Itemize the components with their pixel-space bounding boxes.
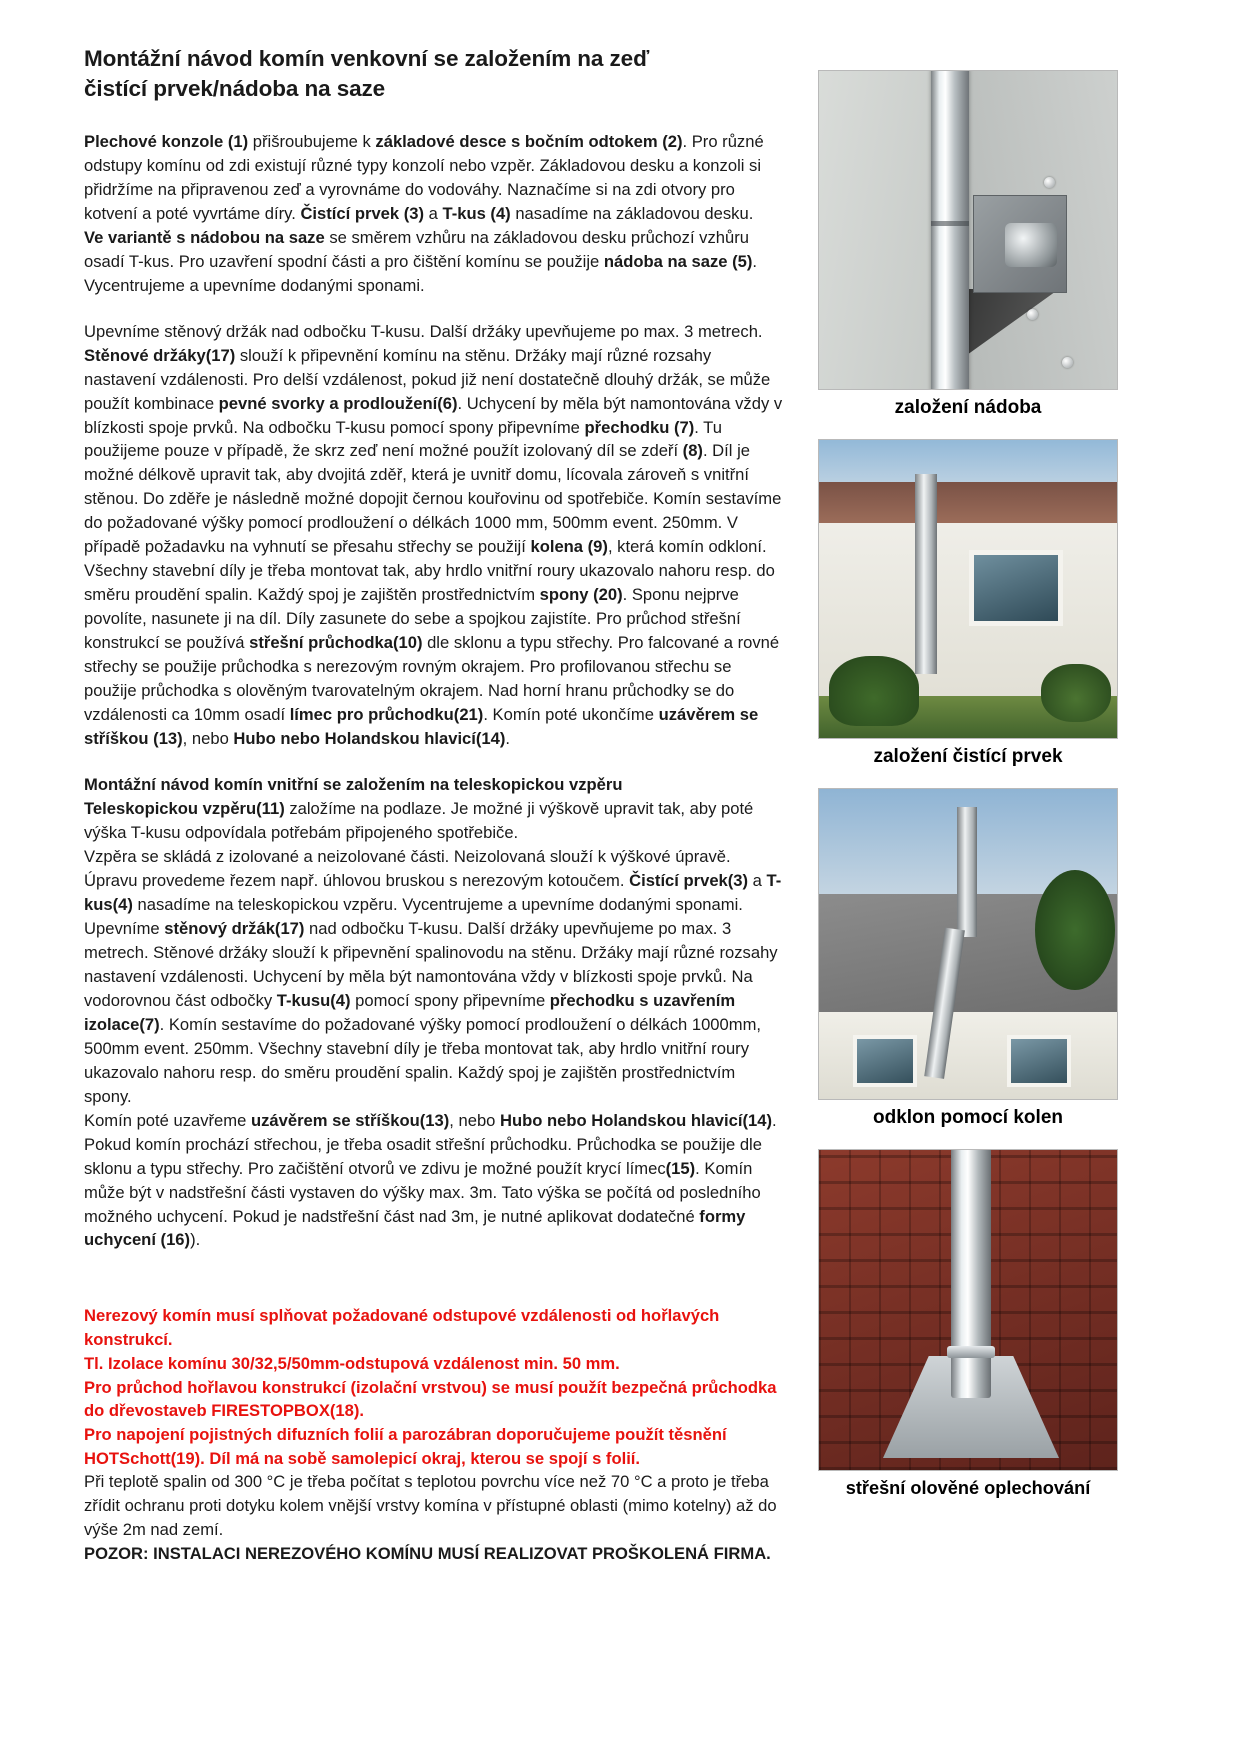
figure-4-caption: střešní olověné oplechování xyxy=(845,1478,1091,1498)
p3-bold-7: střešní průchodka(10) xyxy=(249,633,423,653)
p3-bold-6: spony (20) xyxy=(539,585,623,605)
p3-text-10: , nebo xyxy=(182,729,234,749)
p4-text-1: založíme na podlaze. Je možné ji výškově upravit tak, aby poté výška T-kusu odpovídala potřebám připojeného spotřebiče. xyxy=(84,799,754,842)
section-1 xyxy=(84,130,784,298)
p5-text-5: pomocí spony připevníme xyxy=(350,990,550,1010)
warning-section xyxy=(84,1304,784,1565)
p1-text-3: a xyxy=(424,203,443,223)
p1-text-1: přišroubujeme k xyxy=(248,131,376,151)
p3-text-8: dle sklonu a typu střechy. Pro falcované a rovné střechy se použije průchodka s nerezovým rovným okrajem. Pro profilovanou střechu se použije průchodka s olověným tvarovatelným okrajem. Nad horní hranu průchodky se do vzdálenosti ca 10mm osadí xyxy=(84,633,780,725)
p3-bold-1: Stěnové držáky(17) xyxy=(84,345,236,365)
p5-bold-4: T-kusu(4) xyxy=(276,990,351,1010)
warning-line-6-text: POZOR: INSTALACI NEREZOVÉHO KOMÍNU MUSÍ REALIZOVAT PROŠKOLENÁ FIRMA. xyxy=(84,1543,771,1563)
p5-bold-3: stěnový držák(17) xyxy=(164,918,305,938)
p5-text-2: a xyxy=(748,870,767,890)
paragraph-3 xyxy=(84,320,784,751)
p3-text-9: . Komín poté ukončíme xyxy=(483,705,659,725)
figure-2-caption: založení čistící prvek xyxy=(873,746,1063,767)
p3-bold-9: uzávěrem se stříškou (13) xyxy=(84,705,759,749)
p1-bold-1: Plechové konzole (1) xyxy=(84,131,249,151)
page-title-line2: čistící prvek/nádoba na saze xyxy=(84,75,386,101)
text-column xyxy=(84,44,784,1734)
p2-bold-1: Ve variantě s nádobou na saze xyxy=(84,227,325,247)
figure-column xyxy=(818,44,1118,1734)
paragraph-4 xyxy=(84,797,784,845)
p5-text-3: nasadíme na teleskopickou vzpěru. Vycentrujeme a upevníme dodanými sponami. Upevníme xyxy=(84,894,743,938)
roof-lead-flashing-photo xyxy=(818,1149,1118,1471)
p3-text-3: . Uchycení by měla být namontována vždy v blízkosti spoje prvků. Na odbočku T-kusu pomocí spony připevníme xyxy=(84,393,783,437)
p3-text-2: slouží k připevnění komínu na stěnu. Držáky mají různé rozsahy nastavení vzdálenosti. Pro delší vzdálenost, pokud již není dostatečně dlouhý držák, se může použít kombinace xyxy=(84,345,771,413)
p5-bold-1: Čistící prvek(3) xyxy=(629,870,749,890)
section-3 xyxy=(84,773,784,1252)
p3-text-5: . Díl je možné délkově upravit tak, aby dvojitá zděř, která je uvnitř domu, lícovala zároveň s vnitřní stěnou. Do zděře je následně možné dopojit černou kouřovinu od spotřebiče. Komín sestavíme do požadované výšky pomocí prodloužení o délkách 1000 mm, 500mm event. 250mm. V případě požadavku na vyhnutí se přesahu střechy se použijí xyxy=(84,441,782,557)
figure-1-caption: založení nádoba xyxy=(894,397,1042,418)
p3-text-7: . Sponu nejprve povolíte, nasunete ji na díl. Díly zasunete do sebe a spojkou zajistíte. Pro průchod střešní konstrukcí se používá xyxy=(84,585,741,653)
section-3-heading xyxy=(84,773,784,797)
p2-text-2: . Vycentrujeme a upevníme dodanými sponami. xyxy=(84,251,757,295)
p2-bold-2: nádoba na saze (5) xyxy=(603,251,753,271)
p6-text-3: . Pokud komín prochází střechou, je třeba osadit střešní průchodku. Průchodka se použije dle sklonu a typu střechy. Pro začištění otvorů ve zdivu je možné použít krycí límec xyxy=(84,1110,777,1178)
p6-text-4: . Komín může být v nadstřešní části vystaven do výšky max. 3m. Tato výška se počítá od posledního možného uchycení. Pokud je nadstřešní část nad 3m, je nutné aplikovat dodatečné xyxy=(84,1158,761,1226)
warning-line-4: Pro napojení pojistných difuzních folií a parozábran doporučujeme použít těsnění HOTSchott(19). Díl má na sobě samolepicí okraj, kterou se spojí s folií. xyxy=(84,1425,727,1468)
figure-2 xyxy=(818,439,1118,782)
warning-line-2: Tl. Izolace komínu 30/32,5/50mm-odstupová vzdálenost min. 50 mm. xyxy=(84,1353,620,1373)
p3-bold-10: Hubo nebo Holandskou hlavicí(14) xyxy=(233,729,506,749)
p5-text-1: Vzpěra se skládá z izolované a neizolované části. Neizolovaná slouží k výškové úpravě. Úpravu provedeme řezem např. úhlovou bruskou s nerezovým kotoučem. xyxy=(84,846,731,890)
p1-bold-2: základové desce s bočním odtokem (2) xyxy=(375,131,683,151)
page-title-line1: Montážní návod komín venkovní se založením na zeď xyxy=(84,46,650,71)
figure-1 xyxy=(818,70,1118,433)
p1-bold-4: T-kus (4) xyxy=(442,203,511,223)
figure-4 xyxy=(818,1149,1118,1513)
p3-text-11: . xyxy=(505,729,511,749)
p3-text-4: . Tu použijeme pouze v případě, že skrz zeď není možné použít izolovaný díl se zdeří xyxy=(84,417,722,461)
warning-line-5: Při teplotě spalin od 300 °C je třeba počítat s teplotou povrchu více než 70 °C a proto je třeba zřídit ochranu proti dotyku kolem vnější vrstvy komína v přístupné oblasti (mimo kotelny) až do výše 2m nad zemí. xyxy=(84,1472,777,1539)
warning-line-3: Pro průchod hořlavou konstrukcí (izolační vrstvou) se musí použít bezpečná průchodka do dřevostaveb FIRESTOPBOX(18). xyxy=(84,1377,777,1421)
p1-text-4: nasadíme na základovou desku. xyxy=(510,203,754,223)
p4-bold-1: Teleskopickou vzpěru(11) xyxy=(84,799,285,819)
p3-bold-5: kolena (9) xyxy=(530,537,608,557)
p5-text-6: . Komín sestavíme do požadované výšky pomocí prodloužení o délkách 1000mm, 500mm event. 250mm. Všechny stavební díly je třeba montovat tak, aby hrdlo vnitřní roury ukazovalo nahoru resp. do směru proudění spalin. Každý spoj je zajištěn prostřednictvím spony. xyxy=(84,1014,762,1106)
p1-bold-3: Čistící prvek (3) xyxy=(300,203,425,223)
p5-text-4: nad odbočku T-kusu. Další držáky upevňujeme po max. 3 metrech. Stěnové držáky slouží k připevnění spalinovodu na stěnu. Držáky mají různé rozsahy nastavení vzdálenosti. Uchycení by měla být namontována vždy v blízkosti spoje prvků. Na vodorovnou část odbočky xyxy=(84,918,778,1010)
warning-line-1: Nerezový komín musí splňovat požadované odstupové vzdálenosti od hořlavých konstrukcí. xyxy=(84,1306,720,1350)
p1-text-2: . Pro různé odstupy komínu od zdi existují různé typy konzolí nebo vzpěr. Základovou desku a konzoli si přidržíme na připravenou zeď a vyrovnáme do vodováhy. Naznačíme si na zdi otvory pro kotvení a poté vyvrtáme díry. xyxy=(84,131,764,223)
p6-text-5: ). xyxy=(190,1230,201,1250)
section-2 xyxy=(84,320,784,751)
warning-line-6 xyxy=(84,1542,784,1566)
figure-3 xyxy=(818,788,1118,1143)
p6-text-1: Komín poté uzavřeme xyxy=(84,1110,251,1130)
p3-bold-3: přechodku (7) xyxy=(584,417,695,437)
p3-bold-4: (8) xyxy=(682,441,703,461)
paragraph-6 xyxy=(84,1109,784,1253)
p5-bold-2: T-kus(4) xyxy=(84,870,782,914)
p3-bold-2: pevné svorky a prodloužení(6) xyxy=(218,393,458,413)
p6-text-2: , nebo xyxy=(449,1110,501,1130)
p5-bold-5: přechodku s uzavřením izolace(7) xyxy=(84,990,736,1034)
p3-text-6: , která komín odkloní. Všechny stavební díly je třeba montovat tak, aby hrdlo vnitřní roury ukazovalo nahoru resp. do směru proudění spalin. Každý spoj je zajištěn prostřednictvím xyxy=(84,537,775,605)
s3-heading-text: Montážní návod komín vnitřní se založením na teleskopickou vzpěru xyxy=(84,775,623,795)
chimney-bend-roof-photo xyxy=(818,788,1118,1100)
p3-bold-8: límec pro průchodku(21) xyxy=(289,705,484,725)
p2-text-1: se směrem vzhůru na základovou desku průchozí vzhůru osadí T-kus. Pro uzavření spodní části a pro čištění komínu se použije xyxy=(84,227,749,271)
house-facade-chimney-photo xyxy=(818,439,1118,739)
p6-bold-4: formy uchycení (16) xyxy=(84,1206,746,1250)
paragraph-5 xyxy=(84,845,784,1109)
page-title xyxy=(84,44,784,104)
p6-bold-3: (15) xyxy=(665,1158,696,1178)
p6-bold-2: Hubo nebo Holandskou hlavicí(14) xyxy=(500,1110,772,1130)
p3-text-1: Upevníme stěnový držák nad odbočku T-kusu. Další držáky upevňujeme po max. 3 metrech. xyxy=(84,321,763,341)
figure-3-caption: odklon pomocí kolen xyxy=(872,1107,1063,1128)
p6-bold-1: uzávěrem se stříškou(13) xyxy=(250,1110,450,1130)
paragraph-1 xyxy=(84,130,784,226)
wall-mounted-chimney-base-photo xyxy=(818,70,1118,390)
paragraph-2 xyxy=(84,226,784,298)
